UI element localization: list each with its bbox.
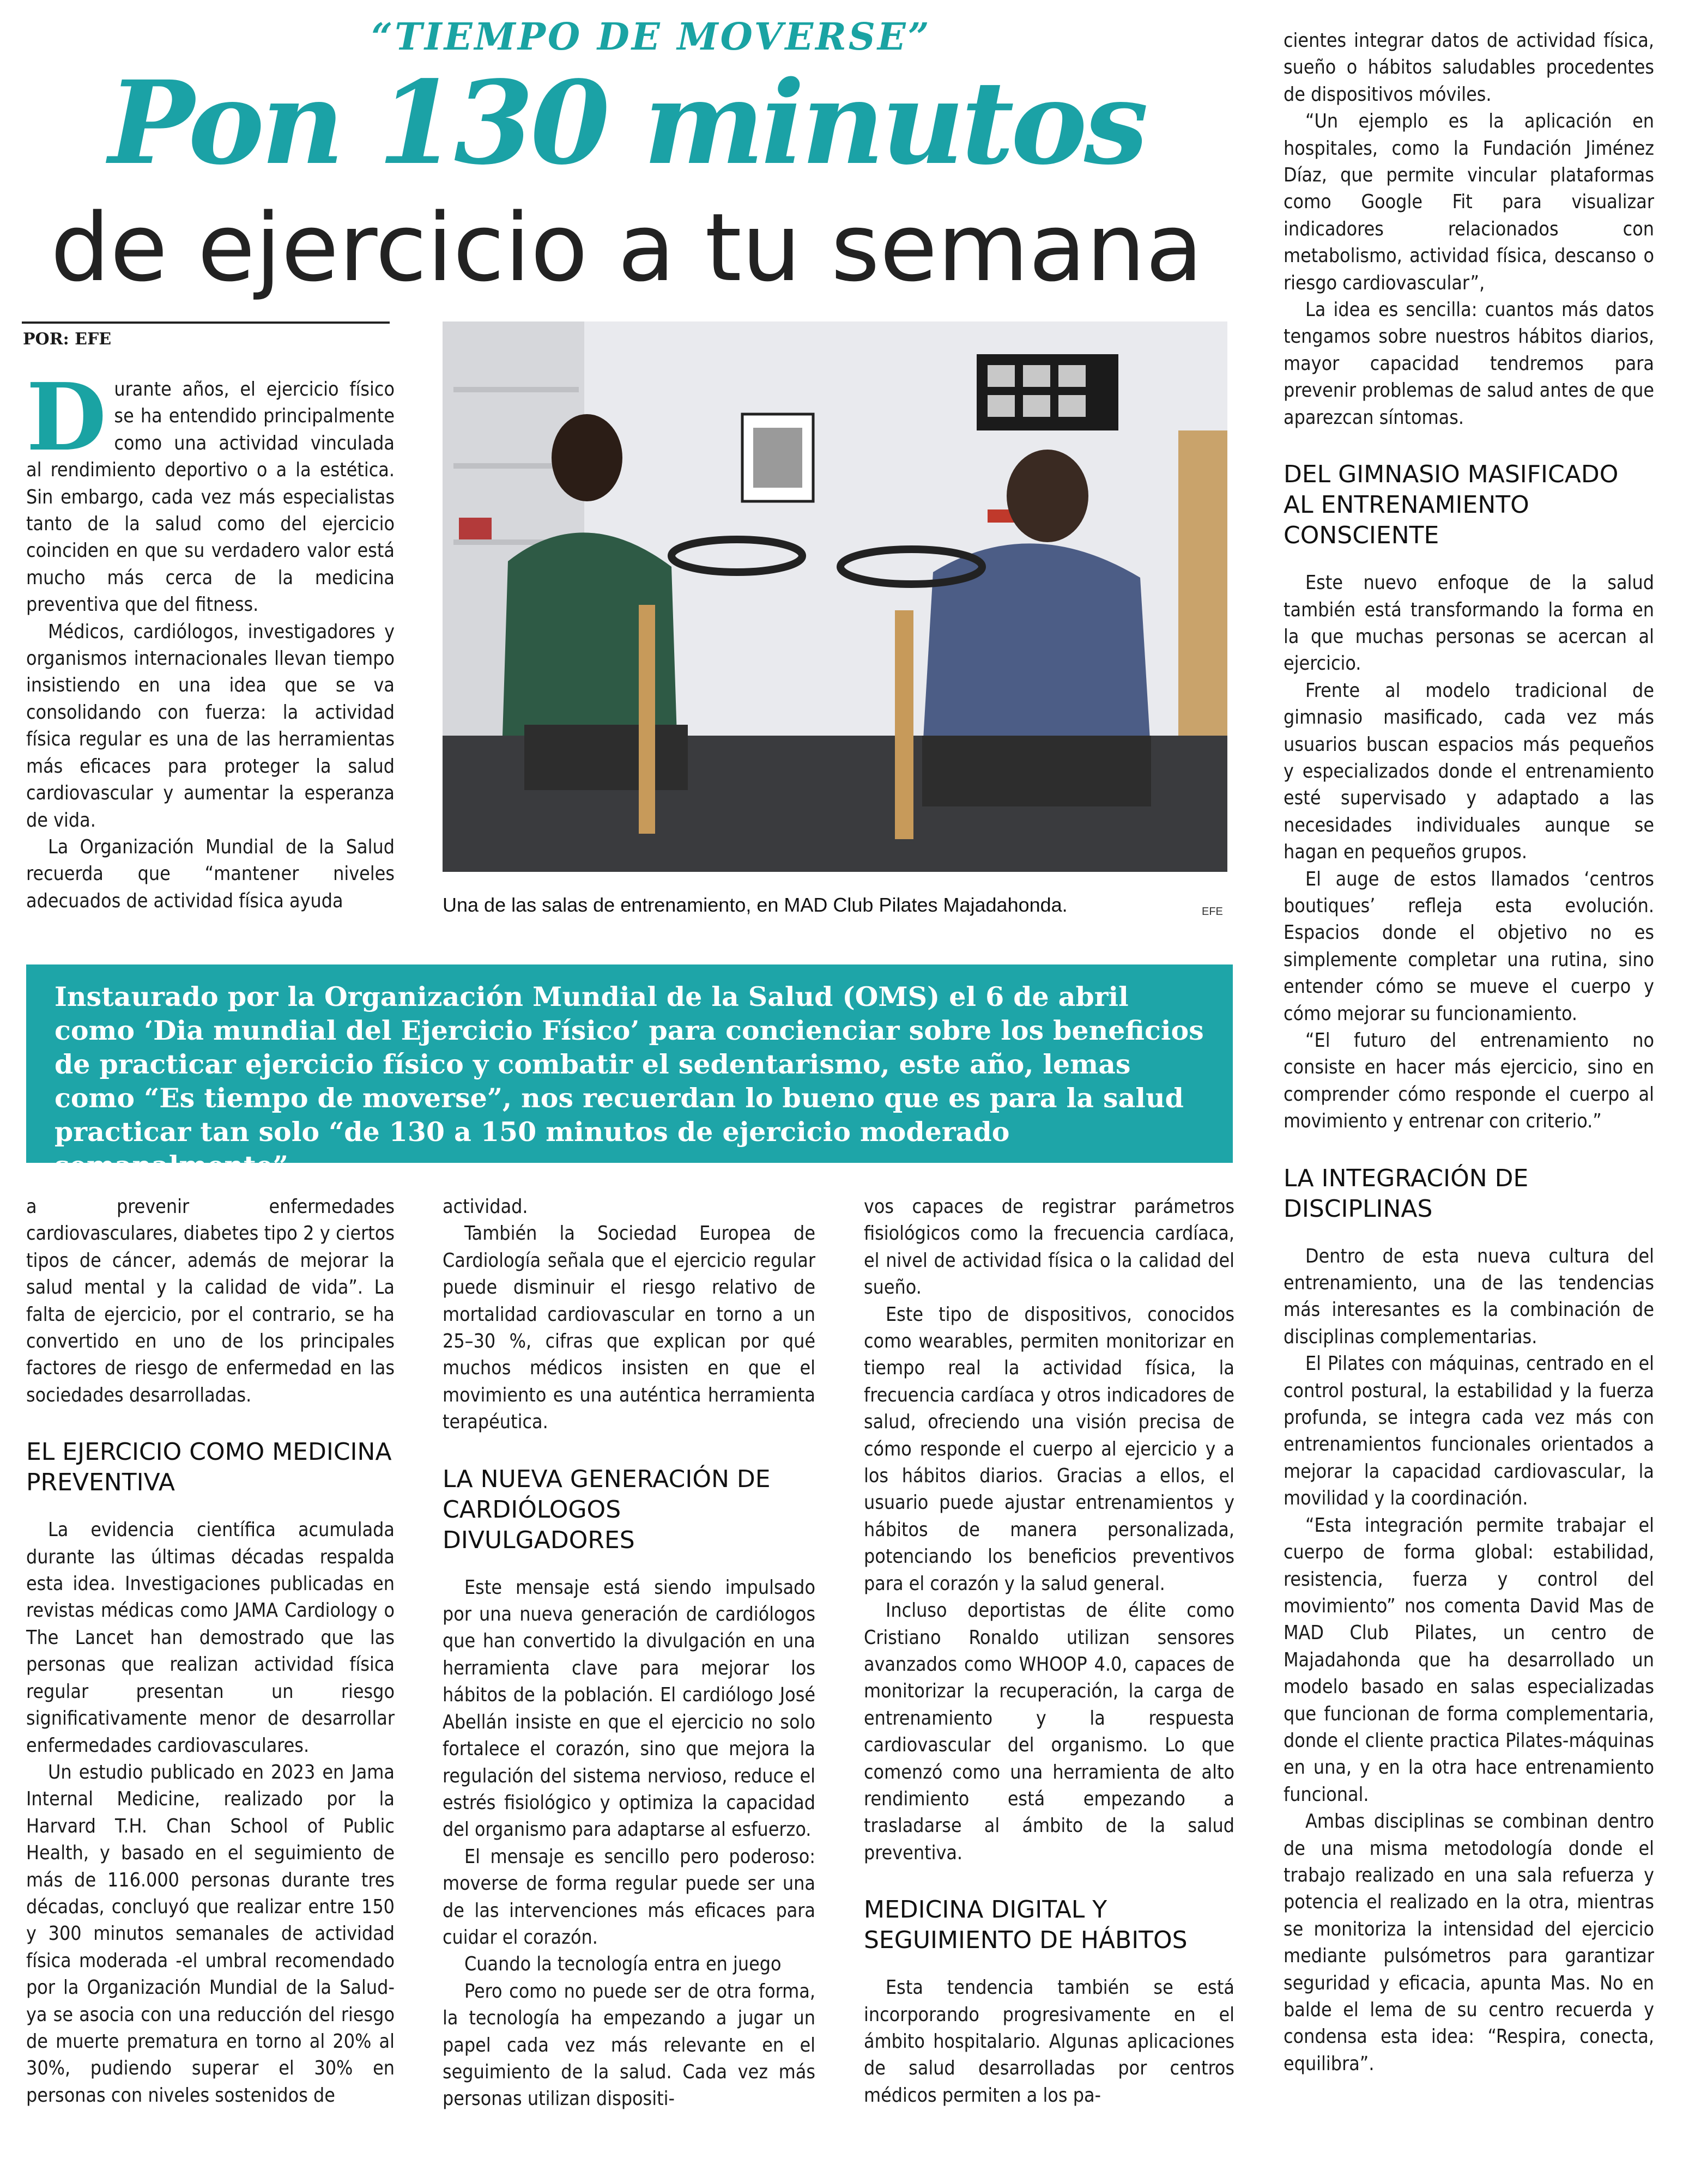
column-3 [864, 1193, 1234, 2109]
paragraph: Médicos, cardiólogos, investigadores y organismos internacionales llevan tiempo insistiendo en una idea que se va consolidando con fuerza: la actividad física regular es una de las herramientas más eficaces para proteger la salud cardiovascular y aumentar la esperanza de vida. [26, 620, 395, 832]
section-heading: EL EJERCICIO COMO MEDICINA PREVENTIVA [26, 1438, 392, 1497]
paragraph: Este nuevo enfoque de la salud también está transformando la forma en la que muchas personas se acercan al ejercicio. [1284, 572, 1654, 675]
paragraph: actividad. [443, 1196, 528, 1218]
gym-photo [443, 321, 1227, 872]
paragraph: El auge de estos llamados ‘centros boutiques’ refleja esta evolución. Espacios donde el objetivo no es simplemente completar una rutina, sino entender cómo se mueve el cuerpo y cómo mejorar su funcionamiento. [1284, 867, 1654, 1025]
paragraph: Un estudio publicado en 2023 en Jama Internal Medicine, realizado por la Harvard T.H. Chan School of Public Health, y basado en el seguimiento de más de 116.000 personas durante tres décadas, concluyó que realizar entre 150 y 300 minutos semanales de actividad física moderada -el umbral recomendado por la Organización Mundial de la Salud- ya se asocia con una reducción del riesgo de muerte prematura en torno al 20% al 30%, pudiendo superar el 30% en personas con niveles sostenidos de [26, 1761, 395, 2107]
paragraph: “Un ejemplo es la aplicación en hospitales, como la Fundación Jiménez Díaz, que permite vincular plataformas como Google Fit para visualizar indicadores relacionados con metabolismo, actividad física, descanso o riesgo cardiovascular”, [1284, 110, 1654, 294]
section-heading: MEDICINA DIGITAL Y SEGUIMIENTO DE HÁBITOS [864, 1896, 1188, 1955]
highlight-text: Instaurado por la Organización Mundial de la Salud (OMS) el 6 de abril como ‘Dia mundial del Ejercicio Físico’ para concienciar sobre los beneficios de practicar ejercicio físico y combatir el sedentarismo, este año, lemas como “Es tiempo de moverse”, nos recuerdan lo bueno que es para la salud practicar tan solo “de 130 a 150 minutos de ejercicio moderado semanalmente”. [55, 981, 1204, 1181]
drop-cap: D [26, 363, 107, 472]
paragraph: La Organización Mundial de la Salud recuerda que “mantener niveles adecuados de actividad física ayuda [26, 835, 395, 912]
photo-caption: Una de las salas de entrenamiento, en MAD Club Pilates Majadahonda. [443, 894, 1068, 916]
paragraph: Durante años, el ejercicio físico se ha entendido principalmente como una actividad vinculada al rendimiento deportivo o a la estética. Sin embargo, cada vez más especialistas tanto de la salud como del ejercicio coinciden en que su verdadero valor está mucho más cerca de la medicina preventiva que del fitness. [26, 363, 395, 616]
paragraph: Este mensaje está siendo impulsado por una nueva generación de cardiólogos que han convertido la divulgación en una herramienta clave para mejorar los hábitos de la población. El cardiólogo José Abellán insiste en que el ejercicio no solo fortalece el corazón, sino que mejora la regulación del sistema nervioso, reduce el estrés fisiológico y optimiza la capacidad del organismo para adaptarse al esfuerzo. [443, 1576, 815, 1841]
byline-rule [22, 321, 390, 324]
paragraph: La evidencia científica acumulada durante las últimas décadas respalda esta idea. Investigaciones publicadas en revistas médicas como JAMA Cardiology o The Lancet han demostrado que las personas que realizan actividad física regular presentan un riesgo significativamente menor de desarrollar enfermedades cardiovasculares. [26, 1519, 395, 1757]
photo-credit: EFE [1202, 906, 1223, 918]
section-heading: DEL GIMNASIO MASIFICADO AL ENTRENAMIENTO CONSCIENTE [1284, 460, 1619, 550]
paragraph: La idea es sencilla: cuantos más datos tengamos sobre nuestros hábitos diarios, mayor capacidad tendremos para prevenir problemas de salud antes de que aparezcan síntomas. [1284, 299, 1654, 429]
paragraph: a prevenir enfermedades cardiovasculares, diabetes tipo 2 y ciertos tipos de cáncer, además de mejorar la salud mental y la calidad de vida”. La falta de ejercicio, por el contrario, se ha convertido en uno de los principales factores de riesgo de enfermedad en las sociedades desarrolladas. [26, 1196, 395, 1406]
subheadline: de ejercicio a tu semana [50, 193, 1203, 302]
paragraph: cientes integrar datos de actividad física, sueño o hábitos saludables procedentes de dispositivos móviles. [1284, 29, 1654, 106]
headline: Pon 130 minutos [108, 56, 1146, 190]
section-heading: LA NUEVA GENERACIÓN DE CARDIÓLOGOS DIVULGADORES [443, 1465, 771, 1554]
paragraph: Esta tendencia también se está incorporando progresivamente en el ámbito hospitalario. Algunas aplicaciones de salud desarrolladas por centros médicos permiten a los pa- [864, 1976, 1234, 2107]
paragraph: El mensaje es sencillo pero poderoso: moverse de forma regular puede ser una de las intervenciones más eficaces para cuidar el corazón. [443, 1845, 815, 1949]
paragraph: Este tipo de dispositivos, conocidos como wearables, permiten monitorizar en tiempo real la actividad física, la frecuencia cardíaca y otros indicadores de salud, ofreciendo una visión precisa de cómo responde el cuerpo al ejercicio y a los hábitos diarios. Gracias a ellos, el usuario puede ajustar entrenamientos y hábitos de manera personalizada, potenciando los beneficios preventivos para el corazón y la salud general. [864, 1303, 1234, 1595]
photo-illustration [443, 321, 1227, 872]
paragraph: Frente al modelo tradicional de gimnasio masificado, cada vez más usuarios buscan espacios más pequeños y especializados donde el entrenamiento esté supervisado y adaptado a las necesidades individuales aunque se hagan en pequeños grupos. [1284, 679, 1654, 864]
kicker: “TIEMPO DE MOVERSE” [371, 15, 931, 59]
column-1-top [26, 363, 395, 914]
column-1-bottom [26, 1193, 395, 2109]
highlight-box [26, 964, 1233, 1181]
subheading-inline: Cuando la tecnología entra en juego [464, 1953, 782, 1976]
paragraph: Pero como no puede ser de otra forma, la tecnología ha empezando a jugar un papel cada vez más relevante en el seguimiento de la salud. Cada vez más personas utilizan dispositi- [443, 1980, 815, 2110]
paragraph: Dentro de esta nueva cultura del entrenamiento, una de las tendencias más interesantes es la combinación de disciplinas complementarias. [1284, 1245, 1654, 1348]
byline: POR: EFE [23, 330, 112, 349]
column-2 [443, 1193, 815, 2113]
paragraph: “El futuro del entrenamiento no consiste en hacer más ejercicio, sino en comprender cómo responde el cuerpo al movimiento y entrenar con criterio.” [1284, 1029, 1654, 1133]
column-4 [1284, 27, 1654, 2077]
paragraph: vos capaces de registrar parámetros fisiológicos como la frecuencia cardíaca, el nivel de actividad física o la calidad del sueño. [864, 1196, 1234, 1299]
paragraph: “Esta integración permite trabajar el cuerpo de forma global: estabilidad, resistencia, fuerza y control del movimiento” nos comenta David Mas de MAD Club Pilates, un centro de Majadahonda que ha desarrollado un modelo basado en salas especializadas que funcionan de forma complementaria, donde el cliente practica Pilates-máquinas en una, y en la otra hace entrenamiento funcional. [1284, 1514, 1654, 1806]
paragraph: También la Sociedad Europea de Cardiología señala que el ejercicio regular puede disminuir el riesgo relativo de mortalidad cardiovascular en torno a un 25–30 %, cifras que explican por qué muchos médicos insisten en que el movimiento es una auténtica herramienta terapéutica. [443, 1222, 815, 1434]
paragraph: Incluso deportistas de élite como Cristiano Ronaldo utilizan sensores avanzados como WHOOP 4.0, capaces de monitorizar la recuperación, la carga de entrenamiento y la respuesta cardiovascular del organismo. Lo que comenzó como una herramienta de alto rendimiento está empezando a trasladarse al ámbito de la salud preventiva. [864, 1599, 1234, 1864]
paragraph: El Pilates con máquinas, centrado en el control postural, la estabilidad y la fuerza profunda, se integra cada vez más con entrenamientos funcionales orientados a mejorar la capacidad cardiovascular, la movilidad y la coordinación. [1284, 1352, 1654, 1510]
section-heading: LA INTEGRACIÓN DE DISCIPLINAS [1284, 1164, 1529, 1223]
paragraph: Ambas disciplinas se combinan dentro de una misma metodología donde el trabajo realizado en una sala refuerza y potencia el realizado en la otra, mientras se monitoriza la intensidad del ejercicio mediante pulsómetros para garantizar seguridad y eficacia, apunta Mas. No en balde el lema de su centro recuerda y condensa esta idea: “Respira, conecta, equilibra”. [1284, 1810, 1654, 2075]
